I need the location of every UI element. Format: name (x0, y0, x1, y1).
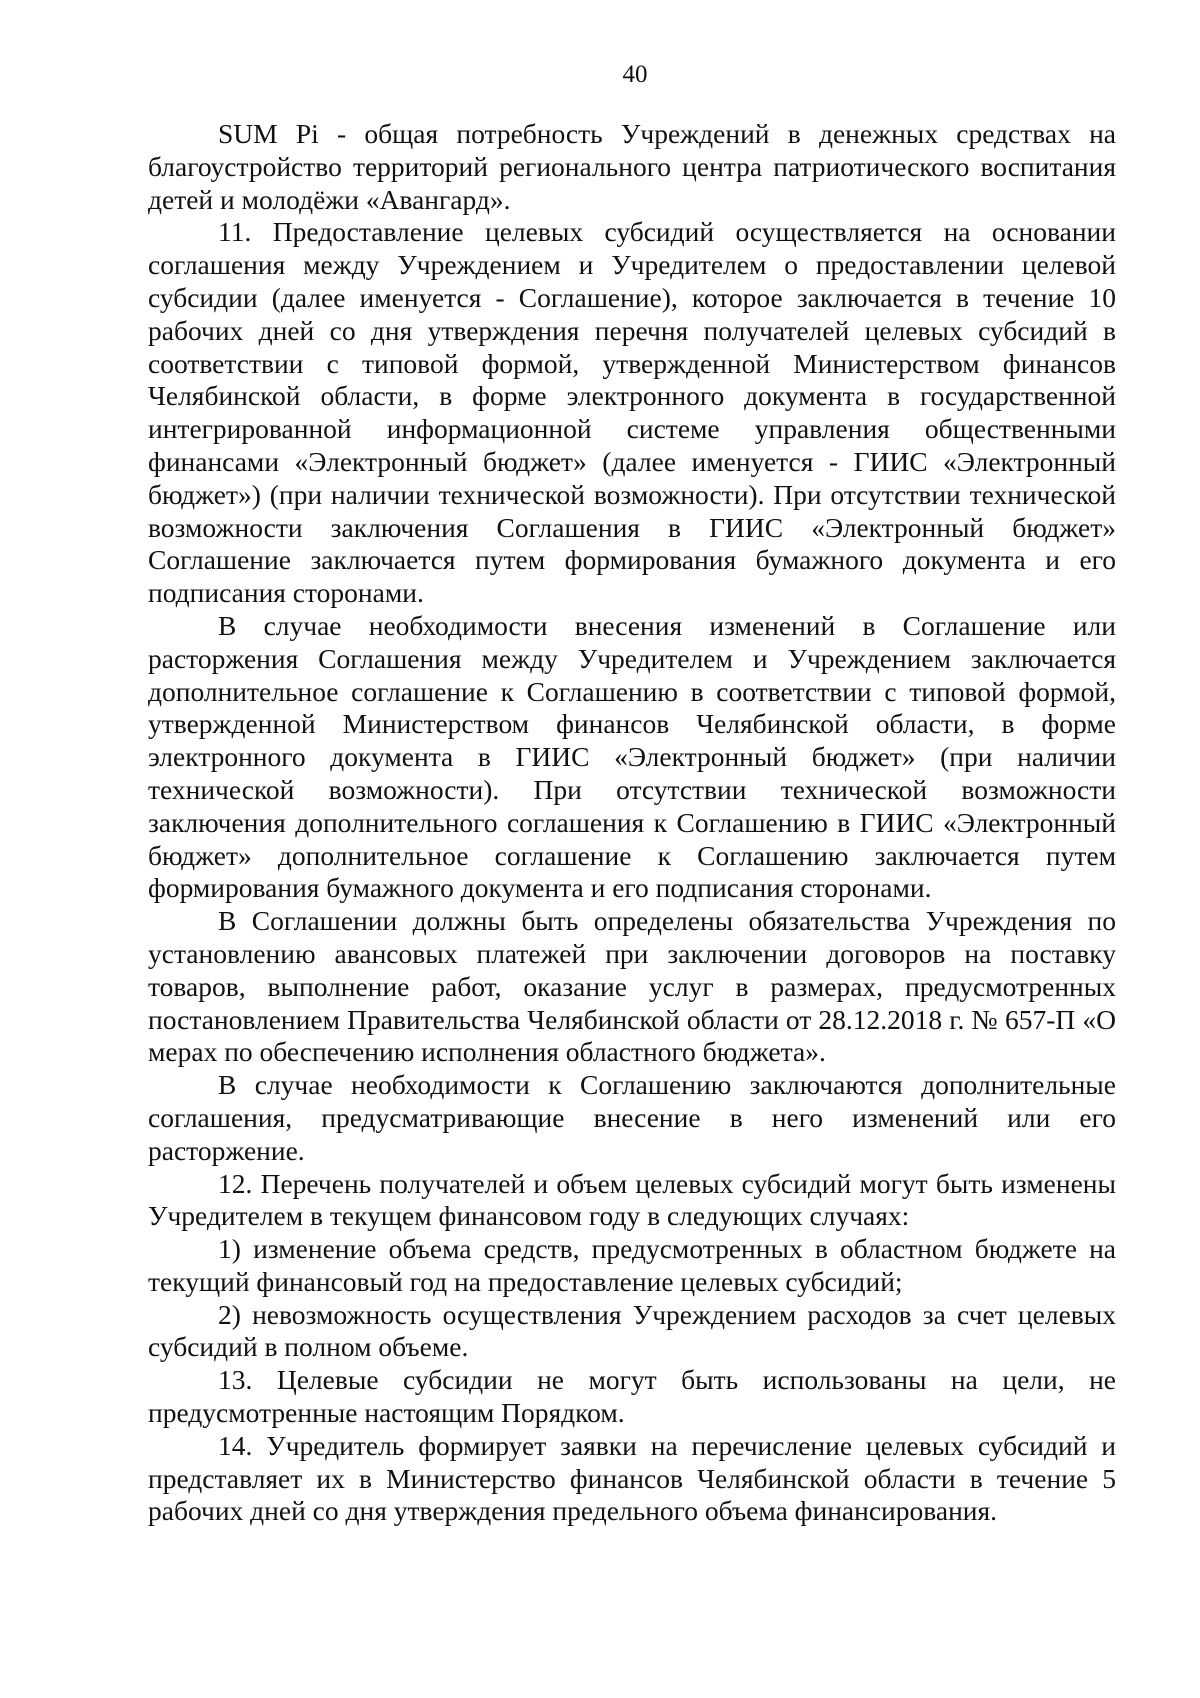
paragraph-item-12-case-1: 1) изменение объема средств, предусмотренных в областном бюджете на текущий финансовый год на предоставление целевых субсидий; (148, 1233, 1116, 1297)
document-body (148, 118, 1116, 1528)
paragraph-additional-agreements: В случае необходимости к Соглашению заключаются дополнительные соглашения, предусматривающие внесение в него изменений или его расторжение. (148, 1069, 1116, 1166)
paragraph-item-12: 12. Перечень получателей и объем целевых субсидий могут быть изменены Учредителем в текущем финансовом году в следующих случаях: (148, 1167, 1116, 1232)
paragraph-sum-pi: SUM Pi - общая потребность Учреждений в денежных средствах на благоустройство территорий регионального центра патриотического воспитания детей и молодёжи «Авангард». (148, 118, 1116, 215)
paragraph-item-12-case-2: 2) невозможность осуществления Учреждением расходов за счет целевых субсидий в полном объеме. (148, 1298, 1116, 1363)
paragraph-item-11: 11. Предоставление целевых субсидий осуществляется на основании соглашения между Учреждением и Учредителем о предоставлении целевой субсидии (далее именуется - Соглашение), которое заключается в течение 10 рабочих дней со дня утверждения перечня получателей целевых субсидий в соответствии с типовой формой, утвержденной Министерством финансов Челябинской области, в форме электронного документа в государственной интегрированной информационной системе управления общественными финансами «Электронный бюджет» (далее именуется - ГИИС «Электронный бюджет») (при наличии технической возможности). При отсутствии технической возможности заключения Соглашения в ГИИС «Электронный бюджет» Соглашение заключается путем формирования бумажного документа и его подписания сторонами. (148, 216, 1116, 609)
paragraph-item-13: 13. Целевые субсидии не могут быть использованы на цели, не предусмотренные настоящим Порядком. (148, 1364, 1116, 1429)
page-number: 40 (622, 61, 648, 88)
paragraph-amendments: В случае необходимости внесения изменений в Соглашение или расторжения Соглашения между Учредителем и Учреждением заключается дополнительное соглашение к Соглашению в соответствии с типовой формой, утвержденной Министерством финансов Челябинской области, в форме электронного документа в ГИИС «Электронный бюджет» (при наличии технической возможности). При отсутствии технической возможности заключения дополнительного соглашения к Соглашению в ГИИС «Электронный бюджет» дополнительное соглашение к Соглашению заключается путем формирования бумажного документа и его подписания сторонами. (148, 609, 1116, 904)
paragraph-item-14: 14. Учредитель формирует заявки на перечисление целевых субсидий и представляет их в Министерство финансов Челябинской области в течение 5 рабочих дней со дня утверждения предельного объема финансирования. (148, 1429, 1116, 1527)
paragraph-obligations: В Соглашении должны быть определены обязательства Учреждения по установлению авансовых платежей при заключении договоров на поставку товаров, выполнение работ, оказание услуг в размерах, предусмотренных постановлением Правительства Челябинской области от 28.12.2018 г. № 657-П «О мерах по обеспечению исполнения областного бюджета». (148, 905, 1116, 1068)
